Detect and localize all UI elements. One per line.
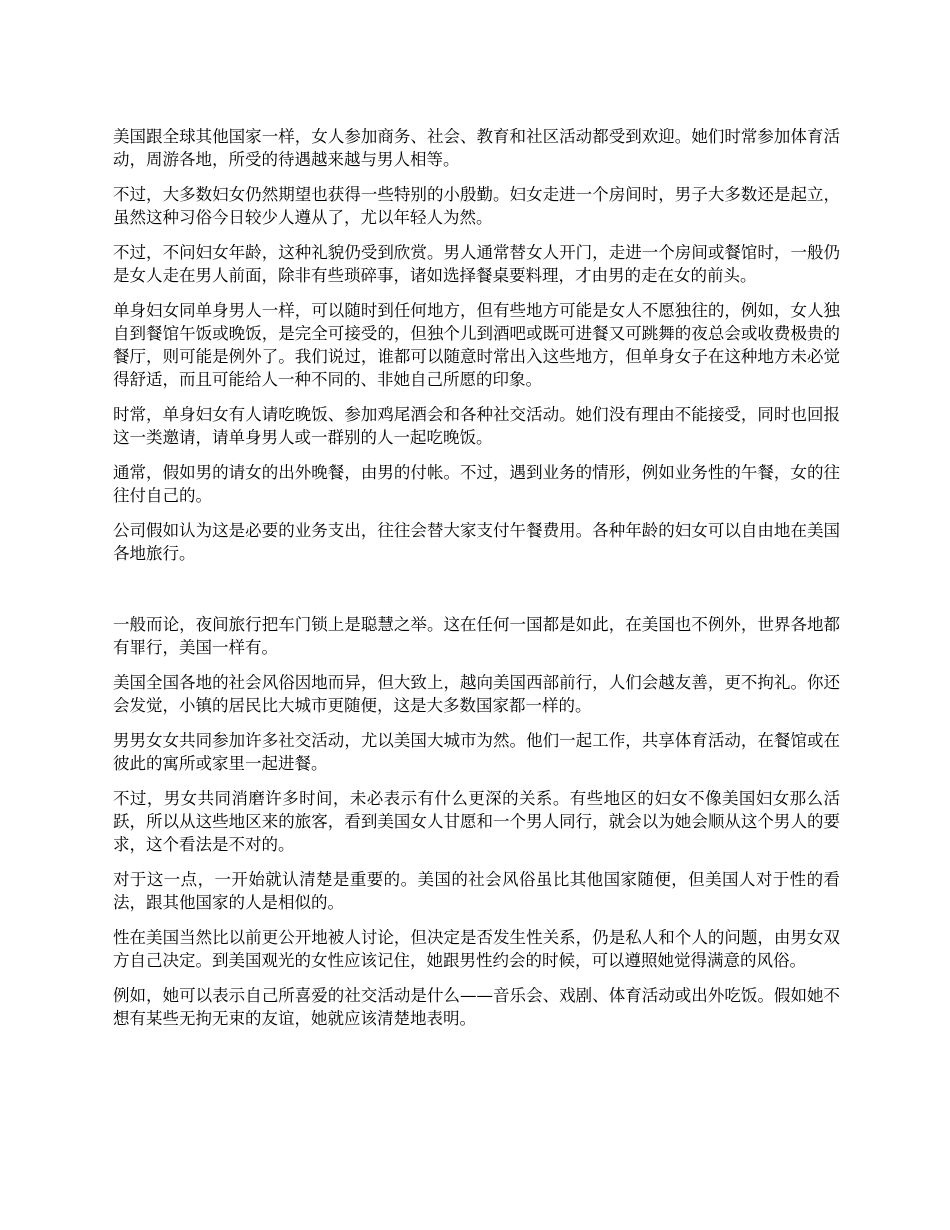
paragraph: 例如，她可以表示自己所喜爱的社交活动是什么——音乐会、戏剧、体育活动或出外吃饭。假如她不想有某些无拘无束的友谊，她就应该清楚地表明。 <box>113 986 840 1028</box>
paragraph: 公司假如认为这是必要的业务支出，往往会替大家支付午餐费用。各种年龄的妇女可以自由地在美国各地旅行。 <box>113 521 840 563</box>
section-gap <box>113 577 840 613</box>
paragraph: 美国跟全球其他国家一样，女人参加商务、社会、教育和社区活动都受到欢迎。她们时常参加体育活动，周游各地，所受的待遇越来越与男人相等。 <box>113 127 840 169</box>
paragraph: 美国全国各地的社会风俗因地而异，但大致上，越向美国西部前行，人们会越友善，更不拘礼。你还会发觉，小镇的居民比大城市更随便，这是大多数国家都一样的。 <box>113 673 840 715</box>
paragraph: 性在美国当然比以前更公开地被人讨论，但决定是否发生性关系，仍是私人和个人的问题，由男女双方自己决定。到美国观光的女性应该记住，她跟男性约会的时候，可以遵照她觉得满意的风俗。 <box>113 928 840 970</box>
paragraph: 不过，不问妇女年龄，这种礼貌仍受到欣赏。男人通常替女人开门，走进一个房间或餐馆时，一般仍是女人走在男人前面，除非有些琐碎事，诸如选择餐桌要料理，才由男的走在女的前头。 <box>113 243 840 285</box>
paragraph: 不过，大多数妇女仍然期望也获得一些特别的小殷勤。妇女走进一个房间时，男子大多数还是起立，虽然这种习俗今日较少人遵从了，尤以年轻人为然。 <box>113 185 840 227</box>
paragraph: 通常，假如男的请女的出外晚餐，由男的付帐。不过，遇到业务的情形，例如业务性的午餐，女的往往付自己的。 <box>113 463 840 505</box>
paragraph: 时常，单身妇女有人请吃晚饭、参加鸡尾酒会和各种社交活动。她们没有理由不能接受，同时也回报这一类邀请，请单身男人或一群别的人一起吃晚饭。 <box>113 405 840 447</box>
document-body <box>113 125 840 1042</box>
paragraph: 单身妇女同单身男人一样，可以随时到任何地方，但有些地方可能是女人不愿独往的，例如，女人独自到餐馆午饭或晚饭，是完全可接受的，但独个儿到酒吧或既可进餐又可跳舞的夜总会或收费极贵的餐厅，则可能是例外了。我们说过，谁都可以随意时常出入这些地方，但单身女子在这种地方未必觉得舒适，而且可能给人一种不同的、非她自己所愿的印象。 <box>113 301 840 389</box>
paragraph: 男男女女共同参加许多社交活动，尤以美国大城市为然。他们一起工作，共享体育活动，在餐馆或在彼此的寓所或家里一起进餐。 <box>113 731 840 773</box>
paragraph: 对于这一点，一开始就认清楚是重要的。美国的社会风俗虽比其他国家随便，但美国人对于性的看法，跟其他国家的人是相似的。 <box>113 870 840 912</box>
paragraph: 一般而论，夜间旅行把车门锁上是聪慧之举。这在任何一国都是如此，在美国也不例外，世界各地都有罪行，美国一样有。 <box>113 615 840 657</box>
paragraph: 不过，男女共同消磨许多时间，未必表示有什么更深的关系。有些地区的妇女不像美国妇女那么活跃，所以从这些地区来的旅客，看到美国女人甘愿和一个男人同行，就会以为她会顺从这个男人的要求，这个看法是不对的。 <box>113 789 840 854</box>
